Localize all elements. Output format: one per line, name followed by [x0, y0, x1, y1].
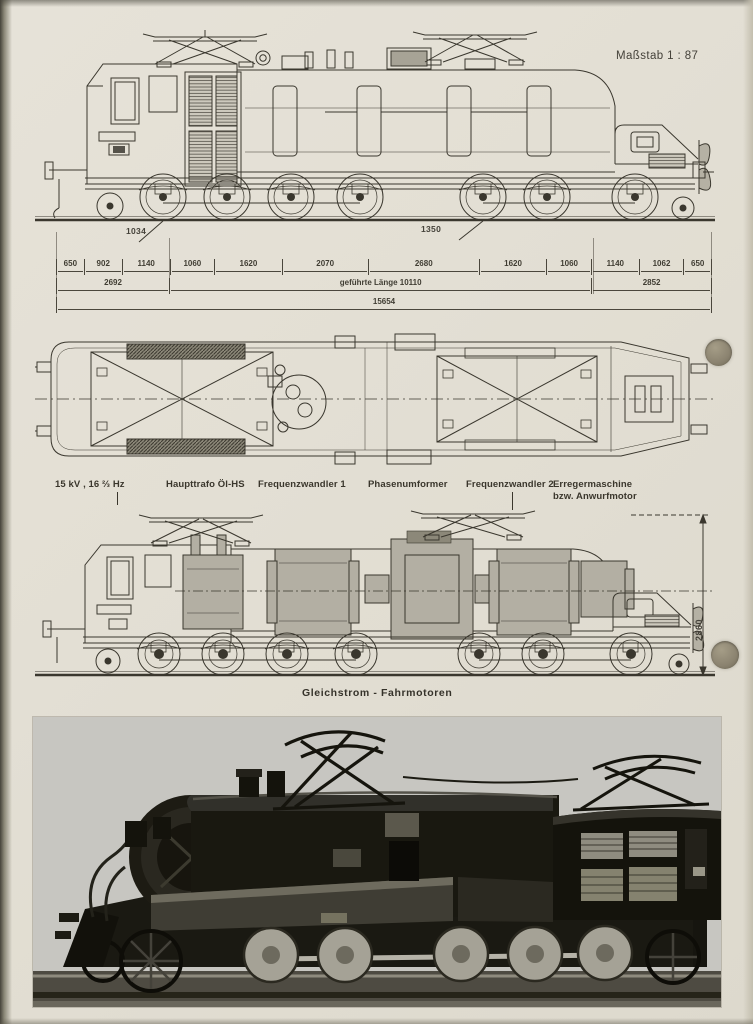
label-haupttrafo: Haupttrafo Öl-HS	[166, 479, 245, 490]
page-right-edge	[743, 0, 753, 1024]
page-bottom-shadow	[0, 1018, 753, 1024]
dimension-segment: 2680	[368, 259, 479, 275]
dimension-segment: 1140	[122, 259, 170, 275]
dimension-row-segments	[56, 259, 712, 275]
hole-punch-bottom	[711, 641, 739, 669]
plan-view-drawing	[35, 330, 715, 470]
dimension-segment: 1140	[591, 259, 639, 275]
wheels-side-elevation	[97, 174, 694, 220]
pantograph-rear	[413, 32, 537, 65]
dimension-segment: 650	[683, 259, 712, 275]
dimension-segment: 2852	[591, 278, 712, 294]
hole-punch-top	[705, 339, 732, 366]
dimension-segment: geführte Länge 10110	[169, 278, 591, 294]
dimension-segment: 902	[84, 259, 122, 275]
side-elevation-drawing	[35, 12, 715, 250]
label-supply: 15 kV , 16 ⅔ Hz	[55, 479, 125, 490]
label-erregermaschine	[553, 479, 637, 502]
label-frequenzwandler-2: Frequenzwandler 2	[466, 479, 554, 490]
label-erregermaschine-line2: bzw. Anwurfmotor	[553, 490, 637, 502]
dimension-segment: 15654	[56, 297, 712, 313]
dimension-segment: 1620	[214, 259, 282, 275]
wheel-diameter-callout-front: 1034	[126, 226, 147, 236]
roof-insulators	[305, 50, 353, 68]
label-phasenumformer: Phasenumformer	[368, 479, 448, 490]
cutaway-pantograph-front	[139, 515, 263, 546]
label-erregermaschine-line1: Erregermaschine	[553, 479, 633, 490]
label-frequenzwandler-1: Frequenzwandler 1	[258, 479, 346, 490]
dimension-row-total	[56, 297, 712, 313]
label-gleichstrom-fahrmotoren: Gleichstrom - Fahrmotoren	[302, 687, 453, 699]
dimension-segment: 1620	[479, 259, 547, 275]
scale-label: Maßstab 1 : 87	[616, 50, 699, 62]
dimension-segment: 2070	[282, 259, 368, 275]
wheel-diameter-callout-driver: 1350	[421, 224, 442, 234]
locomotive-photograph	[33, 717, 721, 1007]
page-binding-shadow	[0, 0, 12, 1024]
dimension-segment: 650	[56, 259, 84, 275]
dimension-segment: 1060	[170, 259, 215, 275]
dimension-segment: 2692	[56, 278, 169, 294]
pantograph-front	[143, 30, 267, 67]
height-dimension-label: 2860	[694, 618, 704, 641]
dimension-chain	[56, 259, 712, 316]
dimension-row-groups	[56, 278, 712, 294]
dimension-segment: 1060	[546, 259, 591, 275]
dimension-segment: 1062	[639, 259, 684, 275]
page-top-shadow	[0, 0, 753, 7]
cutaway-drawing	[35, 503, 715, 689]
